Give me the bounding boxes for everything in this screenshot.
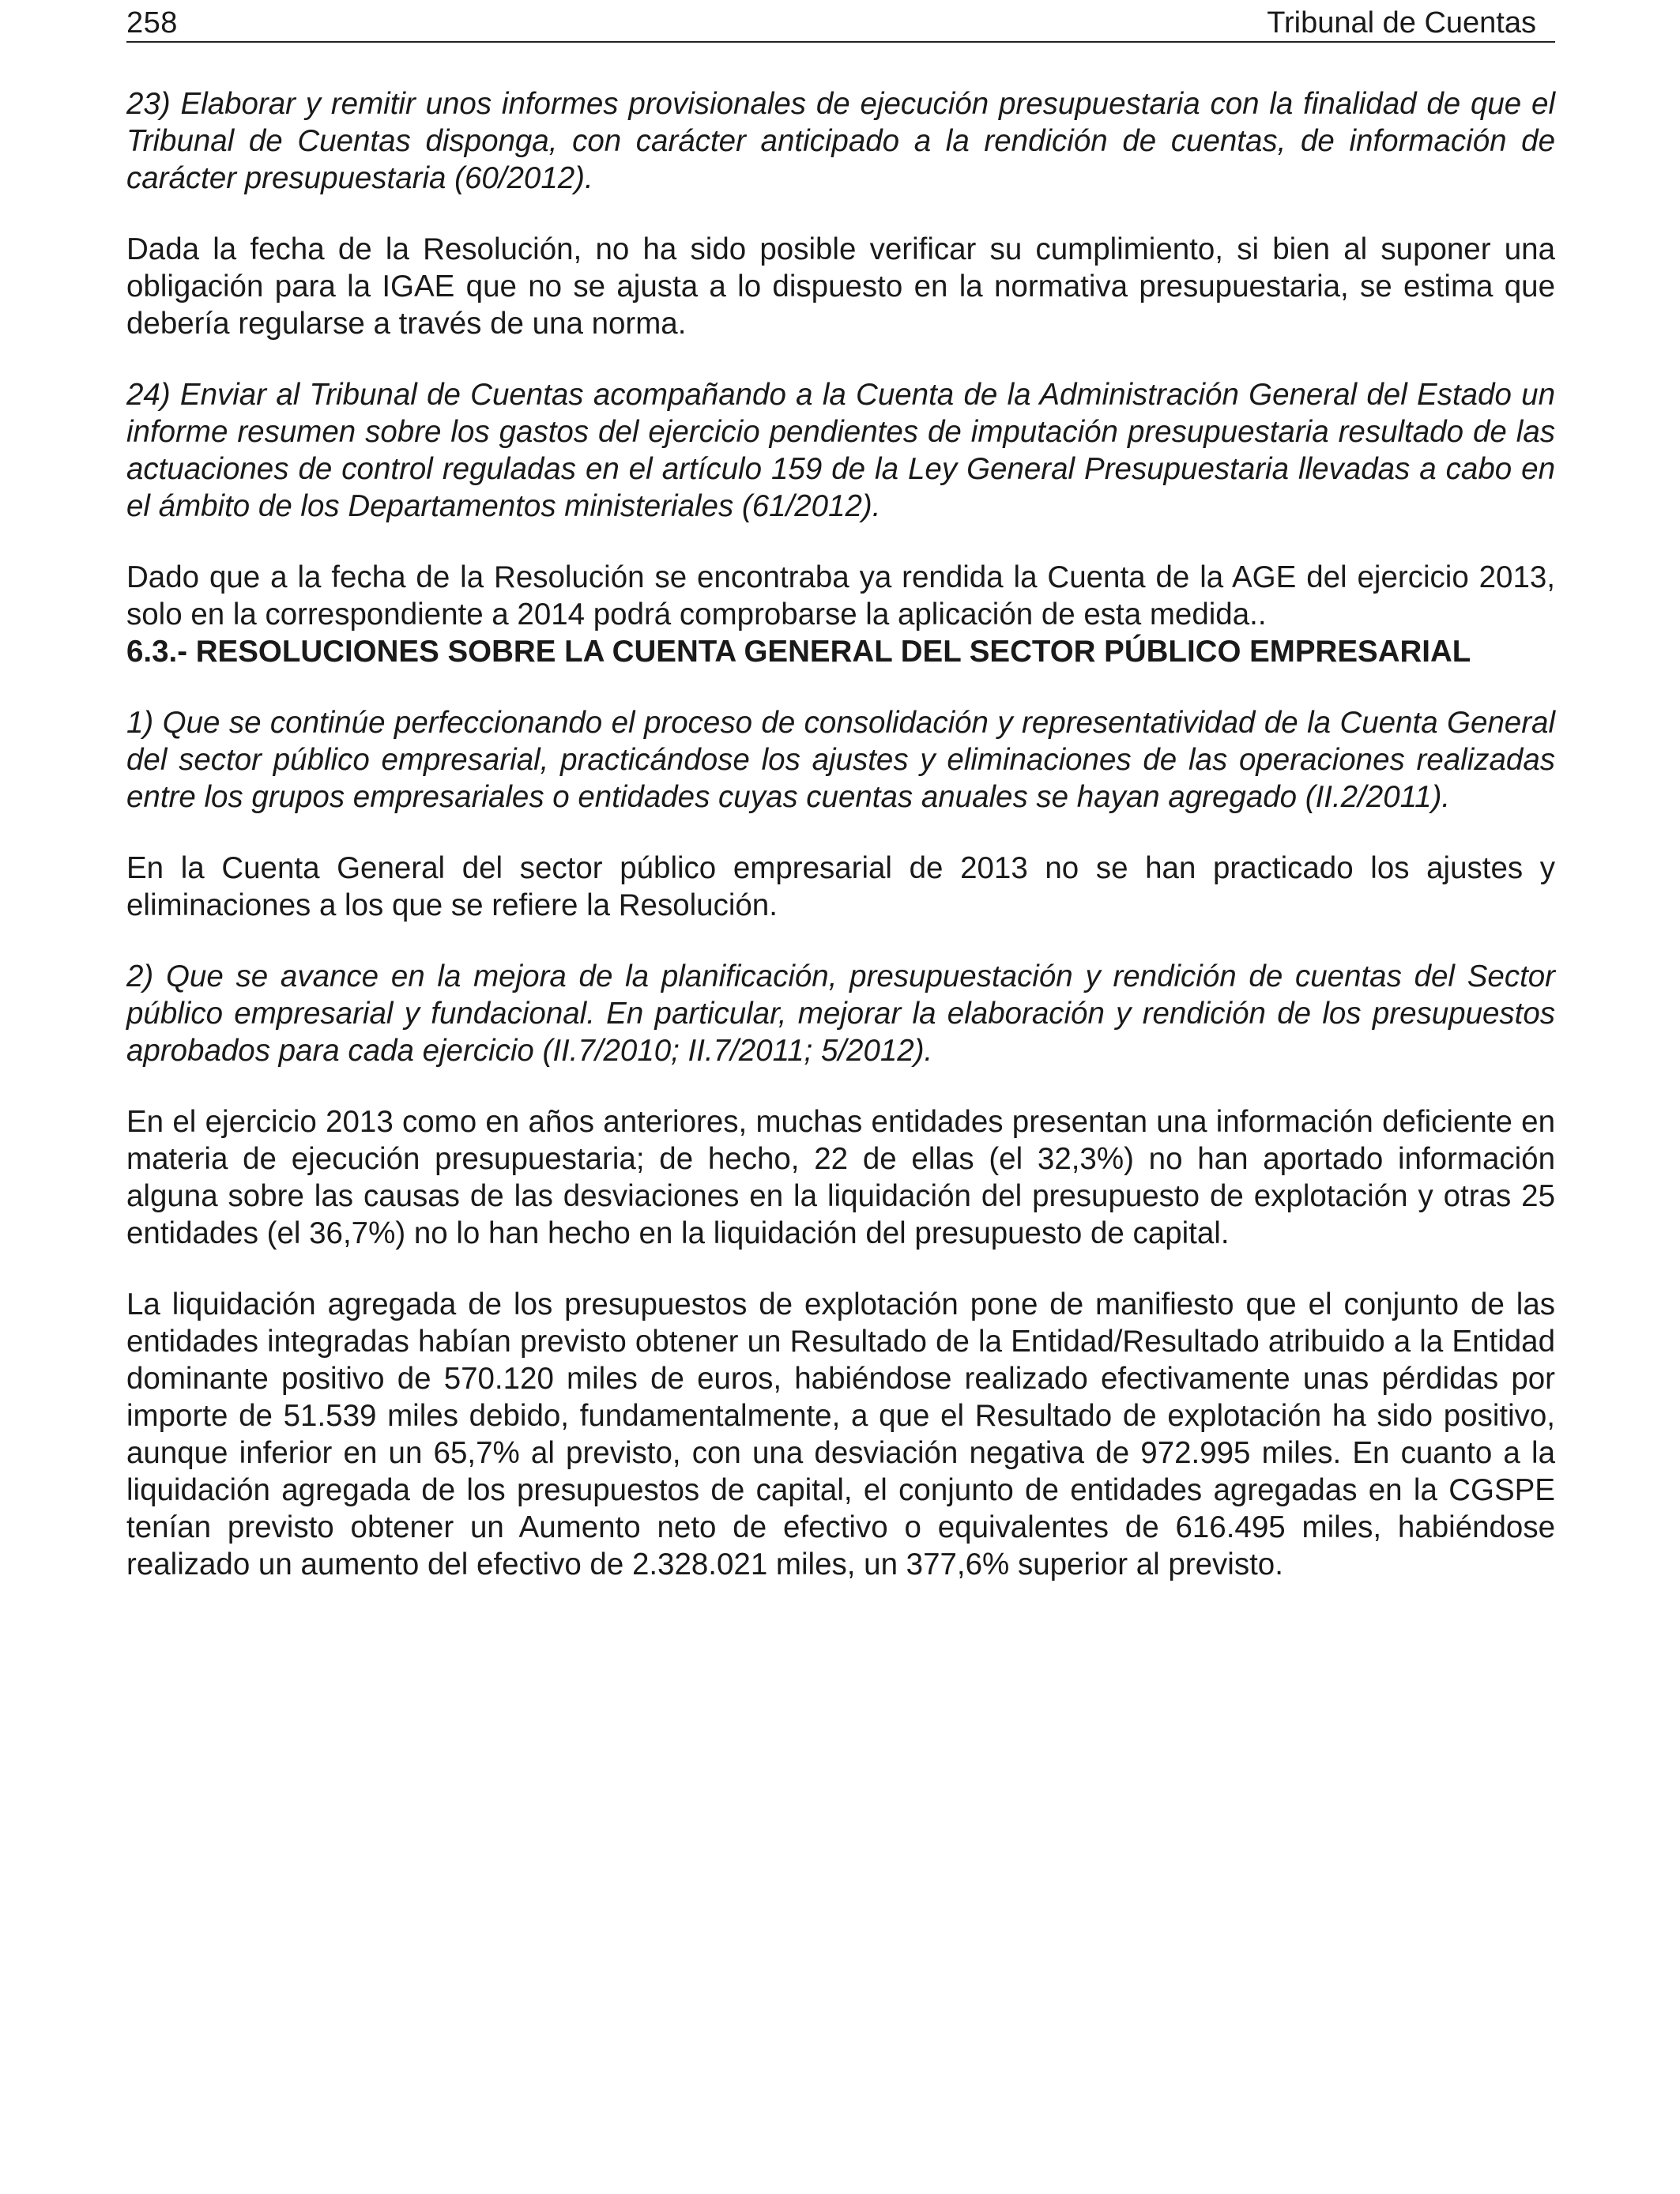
running-title: Tribunal de Cuentas	[1267, 6, 1536, 40]
page-number: 258	[126, 6, 178, 40]
section-resolution-1-comment: En la Cuenta General del sector público empresarial de 2013 no se han practicado los ajustes y eliminaciones a los que se refiere la Resolución.	[126, 851, 1555, 922]
resolution-23: 23) Elaborar y remitir unos informes provisionales de ejecución presupuestaria con la finalidad de que el Tribunal de Cuentas disponga, con carácter anticipado a la rendición de cuentas, de información de carácter presupuestaria (60/2012).	[126, 87, 1555, 195]
section-liquidation-paragraph: La liquidación agregada de los presupuestos de explotación pone de manifiesto que el conjunto de las entidades integradas habían previsto obtener un Resultado de la Entidad/Resultado atribuido a la Entidad dominante positivo de 570.120 miles de euros, habiéndose realizado efectivamente unas pérdidas por importe de 51.539 miles debido, fundamentalmente, a que el Resultado de explotación ha sido positivo, aunque inferior en un 65,7% al previsto, con una desviación negativa de 972.995 miles. En cuanto a la liquidación agregada de los presupuestos de capital, el conjunto de entidades agregadas en la CGSPE tenían previsto obtener un Aumento neto de efectivo o equivalentes de 616.495 miles, habiéndose realizado un aumento del efectivo de 2.328.021 miles, un 377,6% superior al previsto.	[126, 1287, 1555, 1581]
section-resolution-2-comment: En el ejercicio 2013 como en años anteriores, muchas entidades presentan una información deficiente en materia de ejecución presupuestaria; de hecho, 22 de ellas (el 32,3%) no han aportado información alguna sobre las causas de las desviaciones en la liquidación del presupuesto de explotación y otras 25 entidades (el 36,7%) no lo han hecho en la liquidación del presupuesto de capital.	[126, 1105, 1555, 1250]
section-heading: 6.3.- RESOLUCIONES SOBRE LA CUENTA GENERAL DEL SECTOR PÚBLICO EMPRESARIAL	[126, 635, 1471, 669]
resolution-24: 24) Enviar al Tribunal de Cuentas acompañando a la Cuenta de la Administración General del Estado un informe resumen sobre los gastos del ejercicio pendientes de imputación presupuestaria resultado de las actuaciones de control reguladas en el artículo 159 de la Ley General Presupuestaria llevadas a cabo en el ámbito de los Departamentos ministeriales (61/2012).	[126, 378, 1555, 523]
section-resolution-1: 1) Que se continúe perfeccionando el proceso de consolidación y representatividad de la Cuenta General del sector público empresarial, practicándose los ajustes y eliminaciones de las operaciones realizadas entre los grupos empresariales o entidades cuyas cuentas anuales se hayan agregado (II.2/2011).	[126, 706, 1555, 814]
resolution-23-comment: Dada la fecha de la Resolución, no ha sido posible verificar su cumplimiento, si bien al suponer una obligación para la IGAE que no se ajusta a lo dispuesto en la normativa presupuestaria, se estima que debería regularse a través de una norma.	[126, 232, 1555, 341]
page-body	[126, 85, 1555, 1583]
page-header	[126, 2, 1555, 43]
section-resolution-2: 2) Que se avance en la mejora de la planificación, presupuestación y rendición de cuentas del Sector público empresarial y fundacional. En particular, mejorar la elaboración y rendición de los presupuestos aprobados para cada ejercicio (II.7/2010; II.7/2011; 5/2012).	[126, 959, 1555, 1068]
resolution-24-comment: Dado que a la fecha de la Resolución se encontraba ya rendida la Cuenta de la AGE del ejercicio 2013, solo en la correspondiente a 2014 podrá comprobarse la aplicación de esta medida..	[126, 560, 1555, 631]
